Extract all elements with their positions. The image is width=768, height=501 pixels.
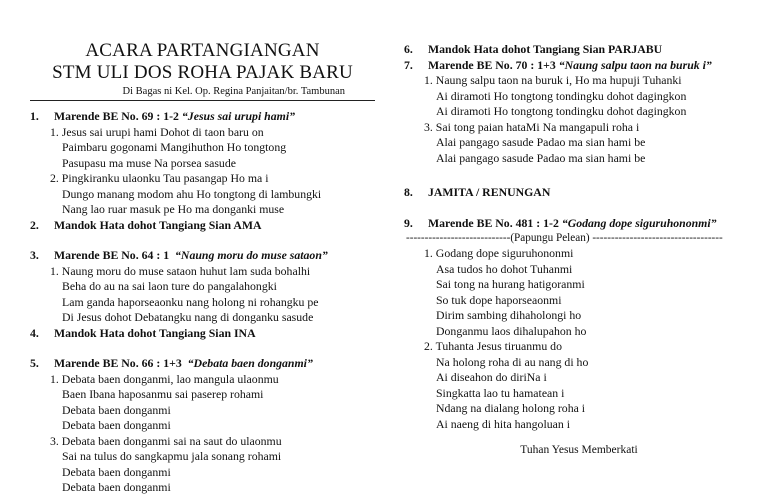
verse-line: Lam ganda haporseaonku nang holong ni rohangku pe: [62, 294, 319, 309]
verse-line: Debata baen donganmi: [62, 418, 171, 432]
section-label: Marende BE No. 66 : 1+3: [54, 356, 182, 370]
song-title: “Godang dope siguruhononmi”: [561, 215, 717, 230]
verse-block: [30, 264, 375, 326]
section-5: [30, 356, 375, 496]
verse-block: [30, 372, 375, 496]
verse-line: 1. Jesus sai urupi hami Dohot di taon baru on: [50, 124, 264, 139]
verse-line: Ndang na dialang holong roha i: [436, 401, 586, 415]
section-2: [30, 218, 375, 234]
section-number: 5.: [30, 356, 39, 370]
section-9-heading: [404, 216, 754, 232]
section-number: 9.: [404, 215, 413, 230]
section-label: Marende BE No. 69 : 1-2: [54, 109, 179, 123]
verse-block: [30, 125, 375, 218]
page-title-line2: STM ULI DOS ROHA PAJAK BARU: [52, 62, 353, 83]
verse-line: Paimbaru gogonami Mangihuthon Ho tongtong: [62, 140, 287, 154]
verse-line: Beha do au na sai laon ture do pangalahongki: [62, 279, 277, 293]
verse-line: Sai na tulus do sangkapmu jala sonang rohami: [62, 449, 282, 463]
page-subtitle: Di Bagas ni Kel. Op. Regina Panjaitan/br. Tambunan: [122, 86, 345, 97]
verse-line: Sai tong na hurang hatigoranmi: [436, 277, 585, 291]
verse-line: Alai pangago sasude Padao ma sian hami be: [436, 135, 646, 149]
section-5-heading: [30, 356, 375, 372]
section-label: Marende BE No. 481 : 1-2: [428, 215, 559, 230]
page-title-line1: ACARA PARTANGIANGAN: [85, 40, 320, 61]
verse-line: Debata baen donganmi: [62, 402, 171, 417]
section-label: Mandok Hata dohot Tangiang Sian INA: [54, 325, 256, 340]
section-7: [404, 58, 754, 167]
verse-line: 3. Debata baen donganmi sai na saut do ulaonmu: [50, 433, 282, 448]
section-4: [30, 326, 375, 342]
verse-line: Pasupasu ma muse Na porsea sasude: [62, 155, 236, 170]
section-number: 7.: [404, 57, 413, 72]
section-number: 4.: [30, 325, 39, 340]
song-title: “Naung moru do muse sataon”: [175, 248, 328, 262]
section-3-heading: [30, 248, 375, 264]
section-label: Marende BE No. 64 : 1: [54, 248, 170, 262]
section-label: Mandok Hata dohot Tangiang Sian AMA: [54, 217, 262, 232]
verse-line: Ai diramoti Ho tongtong tondingku dohot dagingkon: [436, 104, 687, 118]
verse-line: 1. Debata baen donganmi, lao mangula ulaonmu: [50, 371, 279, 386]
verse-line: Nang lao ruar masuk pe Ho ma donganki muse: [62, 202, 285, 216]
verse-line: 1. Godang dope siguruhononmi: [424, 246, 574, 260]
section-1-heading: [30, 109, 375, 125]
section-number: 2.: [30, 217, 39, 232]
section-8-heading: [404, 185, 754, 201]
verse-line: So tuk dope haporseaonmi: [436, 292, 562, 307]
section-6-heading: [404, 42, 754, 58]
section-4-heading: [30, 326, 375, 342]
verse-line: Debata baen donganmi: [62, 464, 171, 479]
verse-line: Debata baen donganmi: [62, 480, 171, 494]
section-number: 8.: [404, 185, 413, 199]
section-label: JAMITA / RENUNGAN: [428, 185, 551, 199]
verse-line: Donganmu laos dihalupahon ho: [436, 323, 587, 338]
section-label: Marende BE No. 70 : 1+3: [428, 57, 556, 72]
verse-line: Singkatta lao tu hamatean i: [436, 385, 565, 400]
verse-line: Ai diramoti Ho tongtong tondingku dohot dagingkon: [436, 88, 687, 103]
section-2-heading: [30, 218, 375, 234]
verse-line: 1. Naung moru do muse sataon huhut lam suda bohalhi: [50, 263, 311, 278]
verse-line: 2. Pingkiranku ulaonku Tau pasangap Ho ma i: [50, 171, 269, 185]
right-column: [404, 42, 754, 456]
verse-line: Asa tudos ho dohot Tuhanmi: [436, 261, 573, 276]
verse-line: Dungo manang modom ahu Ho tongtong di lambungki: [62, 186, 322, 201]
verse-line: Alai pangago sasude Padao ma sian hami be: [436, 150, 646, 165]
section-7-heading: [404, 58, 754, 74]
section-number: 6.: [404, 42, 413, 56]
section-9: [404, 216, 754, 433]
verse-line: Na holong roha di au nang di ho: [436, 354, 589, 369]
song-title: “Jesus sai urupi hami”: [181, 109, 295, 123]
verse-block: [404, 246, 754, 432]
section-1: [30, 109, 375, 218]
verse-block: [404, 73, 754, 166]
offering-divider: ----------------------------(Papungu Pelean) -----------------------------------: [406, 232, 723, 244]
section-3: [30, 248, 375, 326]
closing-blessing: Tuhan Yesus Memberkati: [520, 444, 638, 456]
verse-line: 3. Sai tong paian hataMi Na mangapuli roha i: [424, 119, 640, 134]
left-column: [30, 40, 375, 496]
section-number: 1.: [30, 109, 39, 123]
verse-line: Ai naeng di hita hangoluan i: [436, 416, 570, 431]
section-label: Mandok Hata dohot Tangiang Sian PARJABU: [428, 42, 663, 56]
song-title: “Debata baen donganmi”: [187, 356, 313, 370]
song-title: “Naung salpu taon na buruk i”: [558, 57, 712, 72]
section-number: 3.: [30, 248, 39, 262]
section-8: [404, 185, 754, 201]
section-6: [404, 42, 754, 58]
verse-line: Dirim sambing dihaholongi ho: [436, 308, 582, 322]
verse-line: 1. Naung salpu taon na buruk i, Ho ma hupuji Tuhanki: [424, 73, 682, 87]
verse-line: 2. Tuhanta Jesus tiruanmu do: [424, 339, 562, 353]
verse-line: Baen Ibana haposanmu sai paserep rohami: [62, 387, 264, 401]
verse-line: Di Jesus dohot Debatangku nang di donganku sasude: [62, 310, 314, 324]
verse-line: Ai diseahon do diriNa i: [436, 370, 547, 384]
